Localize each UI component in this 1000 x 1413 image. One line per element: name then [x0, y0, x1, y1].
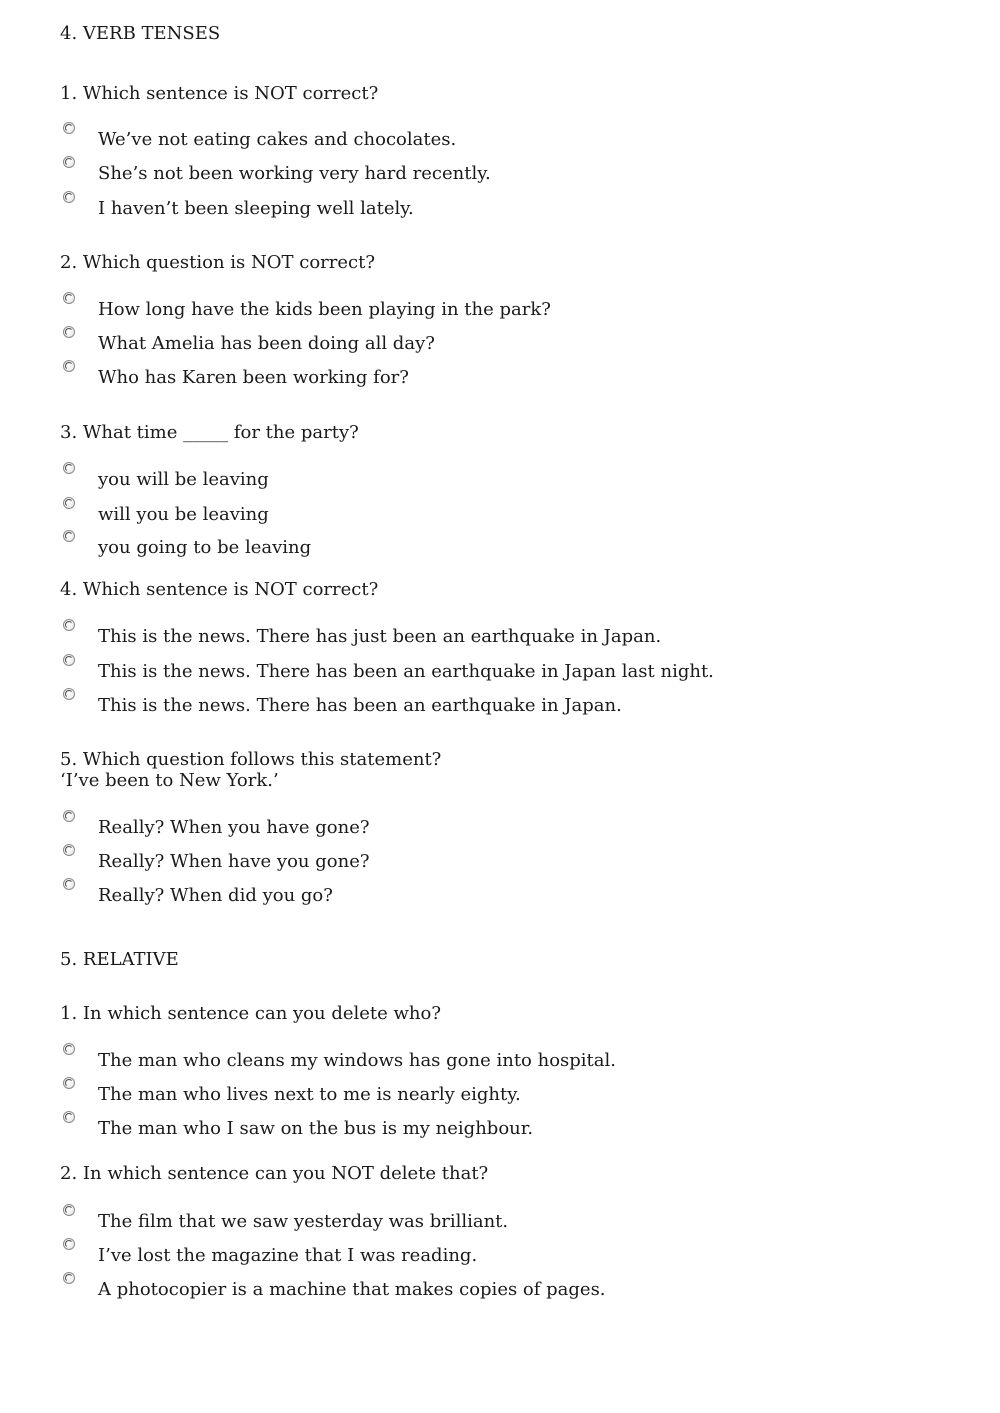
answer-radio[interactable] [63, 360, 75, 372]
answer-option-label: This is the news. There has been an earthquake in Japan. [98, 695, 622, 716]
answer-radio[interactable] [63, 619, 75, 631]
question-prompt: 4. Which sentence is NOT correct? [60, 579, 379, 600]
answer-radio[interactable] [63, 1043, 75, 1055]
question-prompt-statement: ‘I’ve been to New York.’ [60, 770, 279, 791]
answer-radio[interactable] [63, 1238, 75, 1250]
answer-radio[interactable] [63, 1111, 75, 1123]
answer-option-label: We’ve not eating cakes and chocolates. [98, 129, 457, 150]
answer-option-label: The man who lives next to me is nearly eighty. [98, 1084, 521, 1105]
answer-option-label: How long have the kids been playing in the park? [98, 299, 551, 320]
question-prompt: 2. Which question is NOT correct? [60, 252, 375, 273]
answer-radio[interactable] [63, 1272, 75, 1284]
answer-option-label: What Amelia has been doing all day? [98, 333, 435, 354]
answer-radio[interactable] [63, 156, 75, 168]
answer-option-label: I’ve lost the magazine that I was reading. [98, 1245, 478, 1266]
answer-radio[interactable] [63, 654, 75, 666]
answer-option-label: The man who I saw on the bus is my neighbour. [98, 1118, 534, 1139]
answer-radio[interactable] [63, 878, 75, 890]
answer-radio[interactable] [63, 810, 75, 822]
answer-option-label: This is the news. There has been an earthquake in Japan last night. [98, 661, 714, 682]
question-prompt: 3. What time _____ for the party? [60, 422, 359, 443]
question-prompt: 2. In which sentence can you NOT delete that? [60, 1163, 489, 1184]
answer-radio[interactable] [63, 122, 75, 134]
answer-option-label: The film that we saw yesterday was brilliant. [98, 1211, 509, 1232]
answer-radio[interactable] [63, 191, 75, 203]
answer-radio[interactable] [63, 1077, 75, 1089]
answer-option-label: This is the news. There has just been an earthquake in Japan. [98, 626, 662, 647]
answer-radio[interactable] [63, 688, 75, 700]
answer-radio[interactable] [63, 292, 75, 304]
answer-radio[interactable] [63, 462, 75, 474]
answer-option-label: Really? When you have gone? [98, 817, 370, 838]
answer-radio[interactable] [63, 1204, 75, 1216]
question-prompt: 5. Which question follows this statement? [60, 749, 442, 770]
answer-radio[interactable] [63, 844, 75, 856]
section-title-verb-tenses: 4. VERB TENSES [60, 23, 221, 44]
answer-option-label: Who has Karen been working for? [98, 367, 409, 388]
answer-radio[interactable] [63, 326, 75, 338]
answer-option-label: I haven’t been sleeping well lately. [98, 198, 414, 219]
answer-option-label: you will be leaving [98, 469, 269, 490]
answer-option-label: The man who cleans my windows has gone into hospital. [98, 1050, 617, 1071]
question-prompt: 1. In which sentence can you delete who? [60, 1003, 442, 1024]
answer-option-label: Really? When have you gone? [98, 851, 370, 872]
answer-option-label: A photocopier is a machine that makes copies of pages. [98, 1279, 606, 1300]
answer-option-label: Really? When did you go? [98, 885, 333, 906]
answer-radio[interactable] [63, 530, 75, 542]
answer-option-label: will you be leaving [98, 504, 269, 525]
answer-option-label: She’s not been working very hard recently. [98, 163, 491, 184]
section-title-relative: 5. RELATIVE [60, 949, 179, 970]
answer-option-label: you going to be leaving [98, 537, 312, 558]
answer-radio[interactable] [63, 497, 75, 509]
question-prompt: 1. Which sentence is NOT correct? [60, 83, 379, 104]
